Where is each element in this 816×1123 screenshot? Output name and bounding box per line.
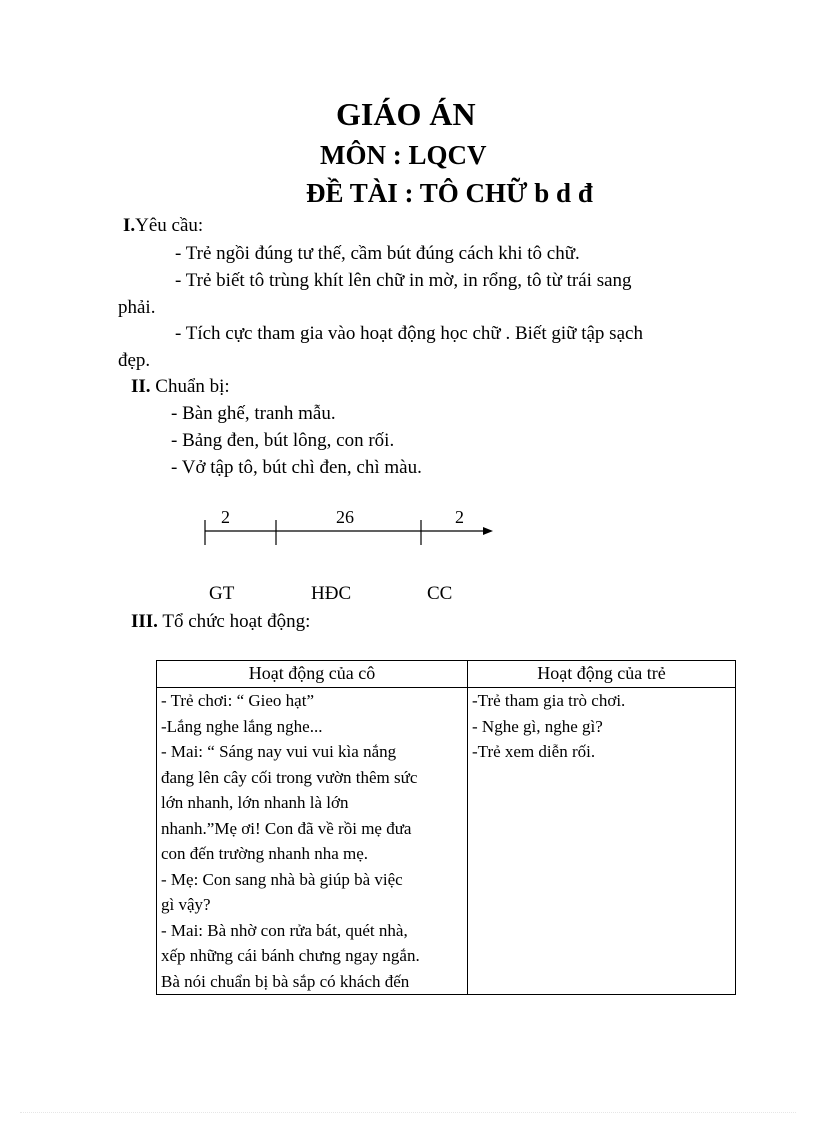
preparation-item: - Bàn ghế, tranh mẫu.	[171, 403, 336, 424]
teacher-line: nhanh.”Mẹ ơi! Con đã về rồi mẹ đưa	[161, 818, 412, 838]
teacher-line: -Lắng nghe lắng nghe...	[161, 716, 323, 736]
section1-label: Yêu cầu:	[135, 215, 204, 236]
section3-label: Tổ chức hoạt động:	[157, 611, 311, 632]
section1-number: I.	[123, 215, 136, 236]
teacher-line: - Mai: “ Sáng nay vui vui kìa nắng	[161, 742, 397, 761]
table-header-row	[157, 661, 736, 688]
timeline-duration-gt: 2	[221, 507, 230, 527]
page-bottom-divider	[20, 1112, 796, 1113]
section3-heading	[131, 610, 310, 634]
table-row	[157, 688, 736, 995]
header-child-activity: Hoạt động của trẻ	[468, 661, 736, 688]
timeline-duration-hdc: 26	[336, 507, 354, 527]
teacher-line: xếp những cái bánh chưng ngay ngắn.	[161, 946, 420, 965]
document-title: GIÁO ÁN	[336, 96, 476, 132]
requirement-line: phải.	[118, 297, 156, 318]
requirement-line: đẹp.	[118, 350, 151, 371]
requirement-line: - Tích cực tham gia vào hoạt động học chữ . Biết giữ tập sạch	[175, 323, 643, 344]
requirement-line: - Trẻ ngồi đúng tư thế, cầm bút đúng cách khi tô chữ.	[175, 243, 580, 264]
section2-number: II.	[131, 376, 151, 397]
section2-label: Chuẩn bị:	[150, 376, 230, 397]
teacher-line: - Trẻ chơi: “ Gieo hạt”	[161, 691, 314, 710]
child-line: -Trẻ tham gia trò chơi.	[472, 691, 626, 710]
subject-title: MÔN : LQCV	[320, 140, 487, 170]
teacher-line: lớn nhanh, lớn nhanh là lớn	[161, 793, 349, 812]
requirement-line: - Trẻ biết tô trùng khít lên chữ in mờ, in rổng, tô từ trái sang	[175, 270, 632, 291]
preparation-item: - Vở tập tô, bút chì đen, chì màu.	[171, 457, 422, 478]
child-line: -Trẻ xem diễn rối.	[472, 742, 596, 761]
timeline-duration-cc: 2	[455, 507, 464, 527]
timeline	[195, 500, 505, 560]
teacher-line: gì vậy?	[161, 895, 211, 914]
timeline-label-hdc: HĐC	[311, 583, 352, 604]
teacher-activity-cell	[157, 688, 468, 995]
header-teacher-activity: Hoạt động của cô	[157, 661, 468, 688]
section3-number: III.	[131, 611, 158, 632]
topic-title: ĐỀ TÀI : TÔ CHỮ b d đ	[306, 178, 593, 208]
preparation-item: - Bảng đen, bút lông, con rối.	[171, 430, 395, 451]
section1-heading	[123, 214, 203, 238]
teacher-line: - Mai: Bà nhờ con rửa bát, quét nhà,	[161, 920, 408, 940]
section2-heading	[131, 375, 230, 399]
timeline-label-gt: GT	[209, 583, 235, 604]
timeline-arrowhead	[483, 527, 493, 535]
teacher-line: con đến trường nhanh nha mẹ.	[161, 844, 369, 863]
timeline-label-cc: CC	[427, 583, 453, 604]
teacher-line: Bà nói chuẩn bị bà sắp có khách đến	[161, 971, 410, 991]
teacher-line: - Mẹ: Con sang nhà bà giúp bà việc	[161, 869, 403, 889]
child-activity-cell	[468, 688, 736, 995]
activity-table	[156, 660, 736, 995]
child-line: - Nghe gì, nghe gì?	[472, 716, 603, 736]
teacher-line: đang lên cây cối trong vườn thêm sức	[161, 767, 418, 787]
